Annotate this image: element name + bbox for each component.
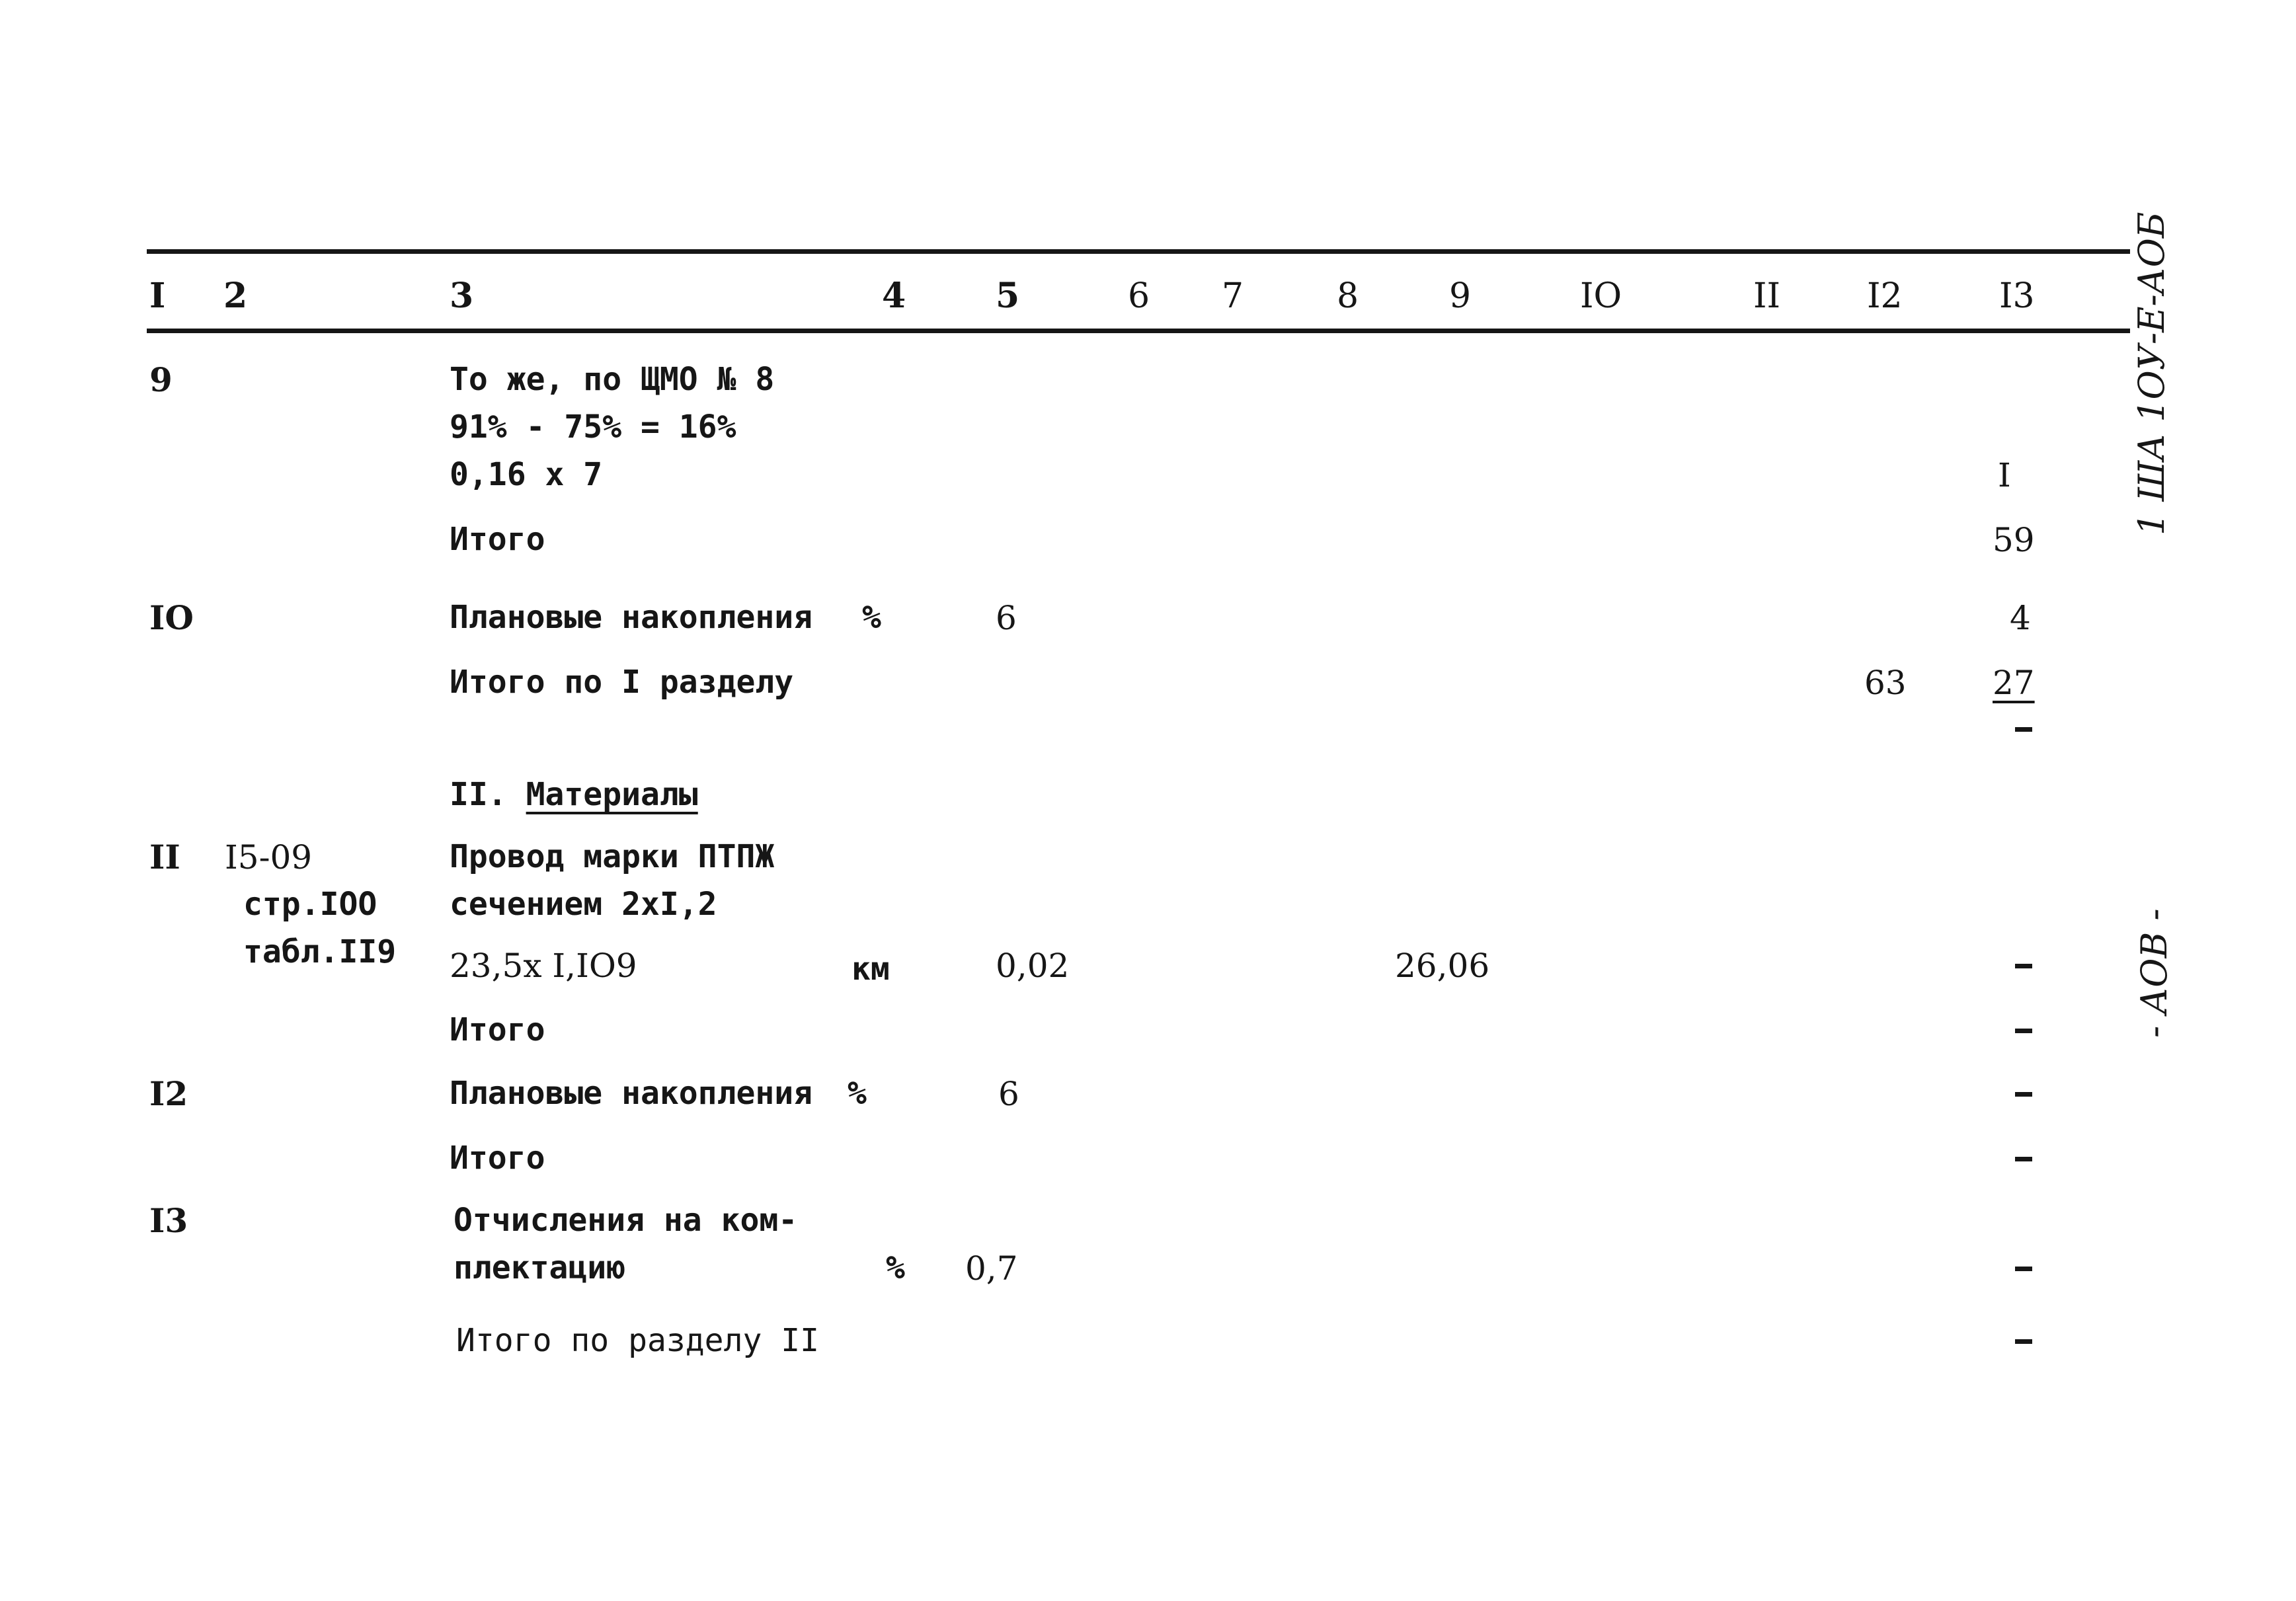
table-header-rule [147,329,2130,333]
cell-col13: 27 [1993,664,2035,702]
column-header-6: 6 [1128,276,1150,316]
row-description-line: Провод марки ПТПЖ [450,838,775,875]
row-description-line: Плановые накопления [450,1075,813,1112]
column-header-8: 8 [1337,276,1359,316]
dash-mark [2015,1339,2032,1344]
row-description-line: Отчисления на ком- [454,1202,798,1239]
column-header-12: I2 [1867,276,1903,316]
column-header-13: I3 [1999,276,2035,316]
column-header-11: II [1753,276,1781,316]
cell-unit: км [851,951,890,988]
row-total-label: Итого [450,521,545,558]
row-number: IO [149,598,194,637]
row-description-line: Плановые накопления [450,599,813,636]
column-header-3: 3 [450,276,474,316]
cell-unit: % [886,1249,905,1286]
cell-col13: I [1998,456,2011,494]
row-number: II [149,838,180,877]
row-description-line: сечением 2хI,2 [450,886,717,923]
cell-unit: % [862,599,881,636]
cell-col5: 6 [996,599,1017,637]
table-top-rule [147,249,2130,254]
column-header-10: IO [1580,276,1622,316]
section-total-label: Итого по разделу II [456,1322,820,1359]
row-description-line: плектацию [454,1249,626,1286]
row-description-line: 0,16 х 7 [450,456,603,493]
cell-col12: 63 [1864,664,1907,702]
margin-note-upper: 1 ША 1ОУ-Е-АОБ [2131,212,2172,535]
cell-unit: % [848,1075,867,1112]
row-code-line: табл.II9 [243,933,397,970]
cell-col5: 0,02 [996,947,1070,985]
cell-col5: 0,7 [965,1249,1018,1288]
row-calculation: 23,5х I,IO9 [450,947,637,985]
column-header-4: 4 [882,276,906,316]
dash-mark [2015,727,2032,732]
dash-mark [2015,1267,2032,1271]
cell-col9: 26,06 [1395,947,1490,985]
dash-mark [2015,964,2032,968]
row-description-line: 91% - 75% = 16% [450,409,736,446]
row-total-label: Итого [450,1011,545,1048]
margin-note-lower: - АОВ - [2133,908,2175,1038]
section-heading [450,776,698,813]
row-code-line: стр.IOO [243,886,377,923]
dash-mark [2015,1092,2032,1097]
cell-col13: 4 [2010,599,2031,637]
column-header-1: I [149,276,166,316]
cell-col5: 6 [998,1075,1019,1113]
column-header-9: 9 [1449,276,1472,316]
cell-col13: 59 [1993,521,2035,559]
column-header-7: 7 [1222,276,1244,316]
column-header-5: 5 [996,276,1020,316]
row-number: I3 [149,1201,188,1240]
dash-mark [2015,1029,2032,1033]
column-header-2: 2 [223,276,248,316]
section-prefix: II. [450,776,507,813]
dash-mark [2015,1157,2032,1161]
row-total-label: Итого по I разделу [450,664,794,701]
row-number: 9 [149,360,173,399]
row-description-line: То же, по ЩМО № 8 [450,361,775,398]
row-number: I2 [149,1074,188,1113]
section-title: Материалы [526,776,698,813]
row-code-line: I5-09 [225,838,313,877]
row-total-label: Итого [450,1140,545,1177]
